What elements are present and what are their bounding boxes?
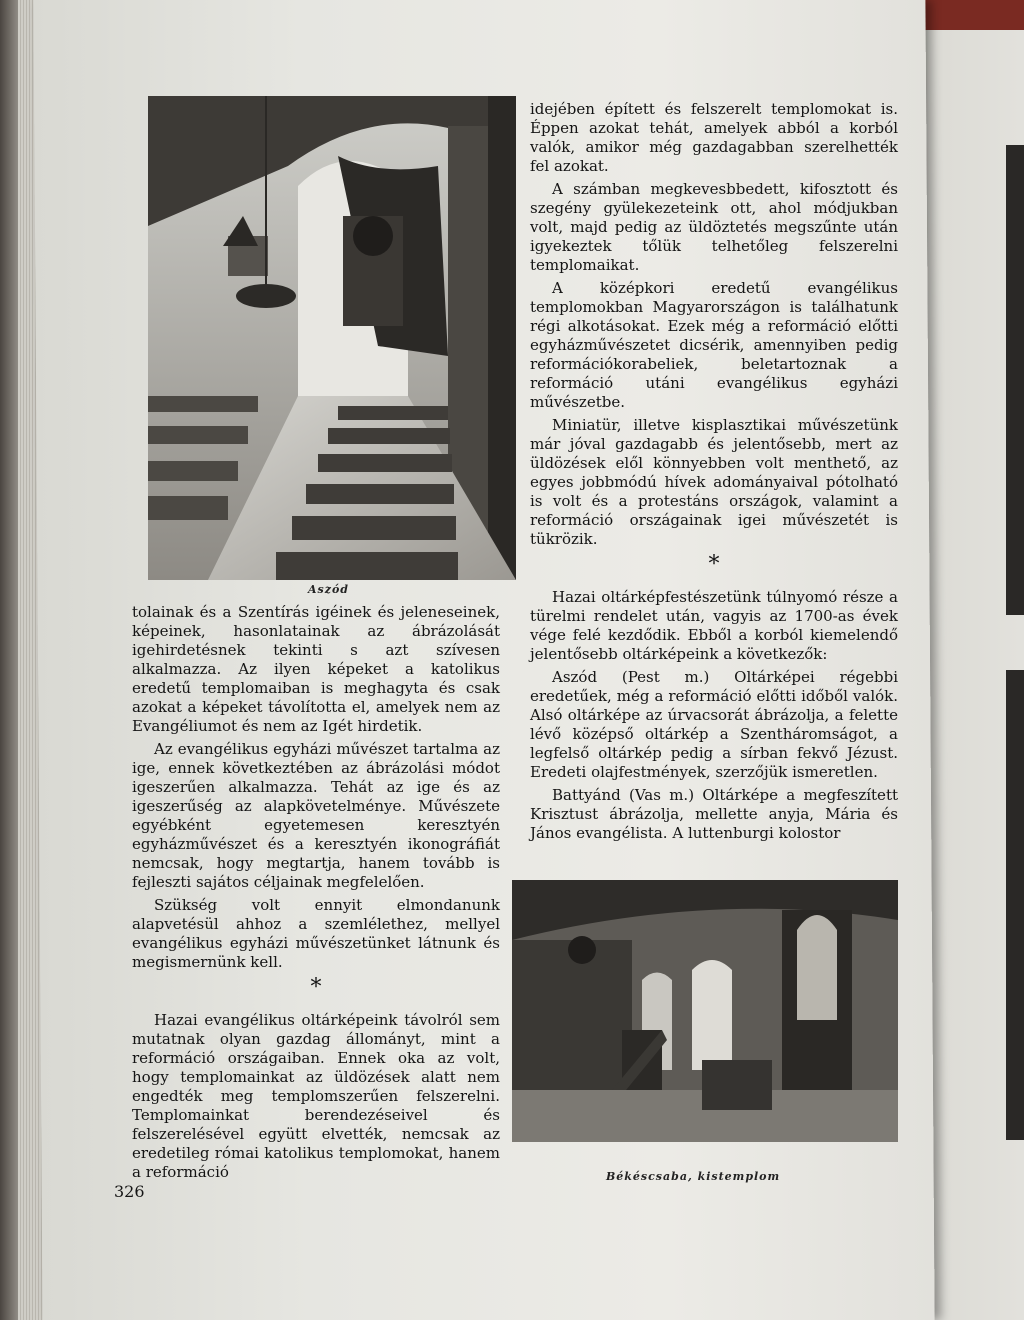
figure-caption-aszod: Aszód (308, 583, 350, 596)
figure-caption-bekescsaba: Békéscsaba, kistemplom (606, 1170, 781, 1183)
church-interior-image (148, 96, 516, 580)
page-number: 326 (114, 1182, 145, 1201)
paragraph: Szükség volt ennyit elmondanunk alapvetésül ahhoz a szemlélethez, mellyel evangélikus egyházi művészetünket látnunk és megismernünk kell. (132, 896, 500, 971)
facing-page-photo-top (1006, 145, 1024, 615)
church-interior-photo (148, 96, 516, 580)
paragraph: Aszód (Pest m.) Oltárképei régebbi eredetűek, még a reformáció előtti időből valók. Alsó oltárképe az úrvacsorát ábrázolja, a felette lévő középső oltárkép a Szentháromságot, a legfelső oltárkép pedig a sírban fekvő Jézust. Eredeti olajfestmények, szerzőjük ismeretlen. (530, 668, 898, 781)
paragraph: idejében épített és felszerelt templomokat is. Éppen azokat tehát, amelyek abból a korból valók, amikor még gazdagabban szerelhették fel azokat. (530, 100, 898, 175)
left-text-column (132, 603, 500, 1186)
right-text-column (530, 100, 898, 847)
paragraph: A számban megkevesbbedett, kifosztott és szegény gyülekezeteink ott, ahol módjukban volt, majd pedig az üldöztetés megszűnte után igyekeztek tőlük telhetőleg felszerelni templomaikat. (530, 180, 898, 274)
paragraph: Az evangélikus egyházi művészet tartalma az ige, ennek következtében az ábrázolási módot igeszerűen alkalmazza. Tehát az ige és az igeszerűség az alapkövetelménye. Művészete egyébként egyetemesen keresztyén egyházművészet és a keresztyén ikonográfiát nemcsak, hogy megtartja, hanem tovább is fejleszti sajátos céljainak megfelelően. (132, 740, 500, 891)
section-separator: * (310, 975, 322, 1000)
facing-page-photo-bottom (1006, 670, 1024, 1140)
kistemplom-interior-image (512, 880, 898, 1142)
paragraph: Hazai evangélikus oltárképeink távolról sem mutatnak olyan gazdag állományt, mint a reformáció országaiban. Ennek oka az volt, hogy templomainkat az üldözések alatt nem engedték meg templomszerűen felszerelni. Templomainkat berendezéseivel és felszerelésével együtt elvették, nemcsak az eredetileg római katolikus templomokat, hanem a reformáció (132, 1011, 500, 1181)
kistemplom-interior-photo (512, 880, 898, 1142)
paragraph: Hazai oltárképfestészetünk túlnyomó része a türelmi rendelet után, vagyis az 1700-as évek vége felé kezdődik. Ebből a korból kiemelendő jelentősebb oltárképeink a következők: (530, 588, 898, 663)
paragraph: Battyánd (Vas m.) Oltárképe a megfeszített Krisztust ábrázolja, mellette anyja, Mária és János evangélista. A luttenburgi kolostor (530, 786, 898, 842)
paragraph: tolainak és a Szentírás igéinek és jeleneseinek, képeinek, hasonlatainak az ábrázolását igehirdetésnek tekinti s azt szívesen alkalmazza. Az ilyen képeket a katolikus eredetű templomaiban is meghagyta és csak azokat a képeket távolította el, amelyek nem az Evangéliumot és nem az Igét hirdetik. (132, 603, 500, 735)
paragraph: Miniatür, illetve kisplasztikai művészetünk már jóval gazdagabb és jelentősebb, mert az üldözések elől könnyebben volt menthető, az egyes jobbmódú hívek adományaival pótolható is volt és a protestáns országok, valamint a reformáció országainak igei művészetét is tükrözik. (530, 416, 898, 548)
paragraph: A középkori eredetű evangélikus templomokban Magyarországon is találhatunk régi alkotásokat. Ezek még a reformáció előtti egyházművészetet dicsérik, amennyiben pedig reformációkorabeliek, beletartoznak a reformáció utáni evangélikus egyházi művészetbe. (530, 279, 898, 411)
section-separator: * (708, 552, 720, 577)
